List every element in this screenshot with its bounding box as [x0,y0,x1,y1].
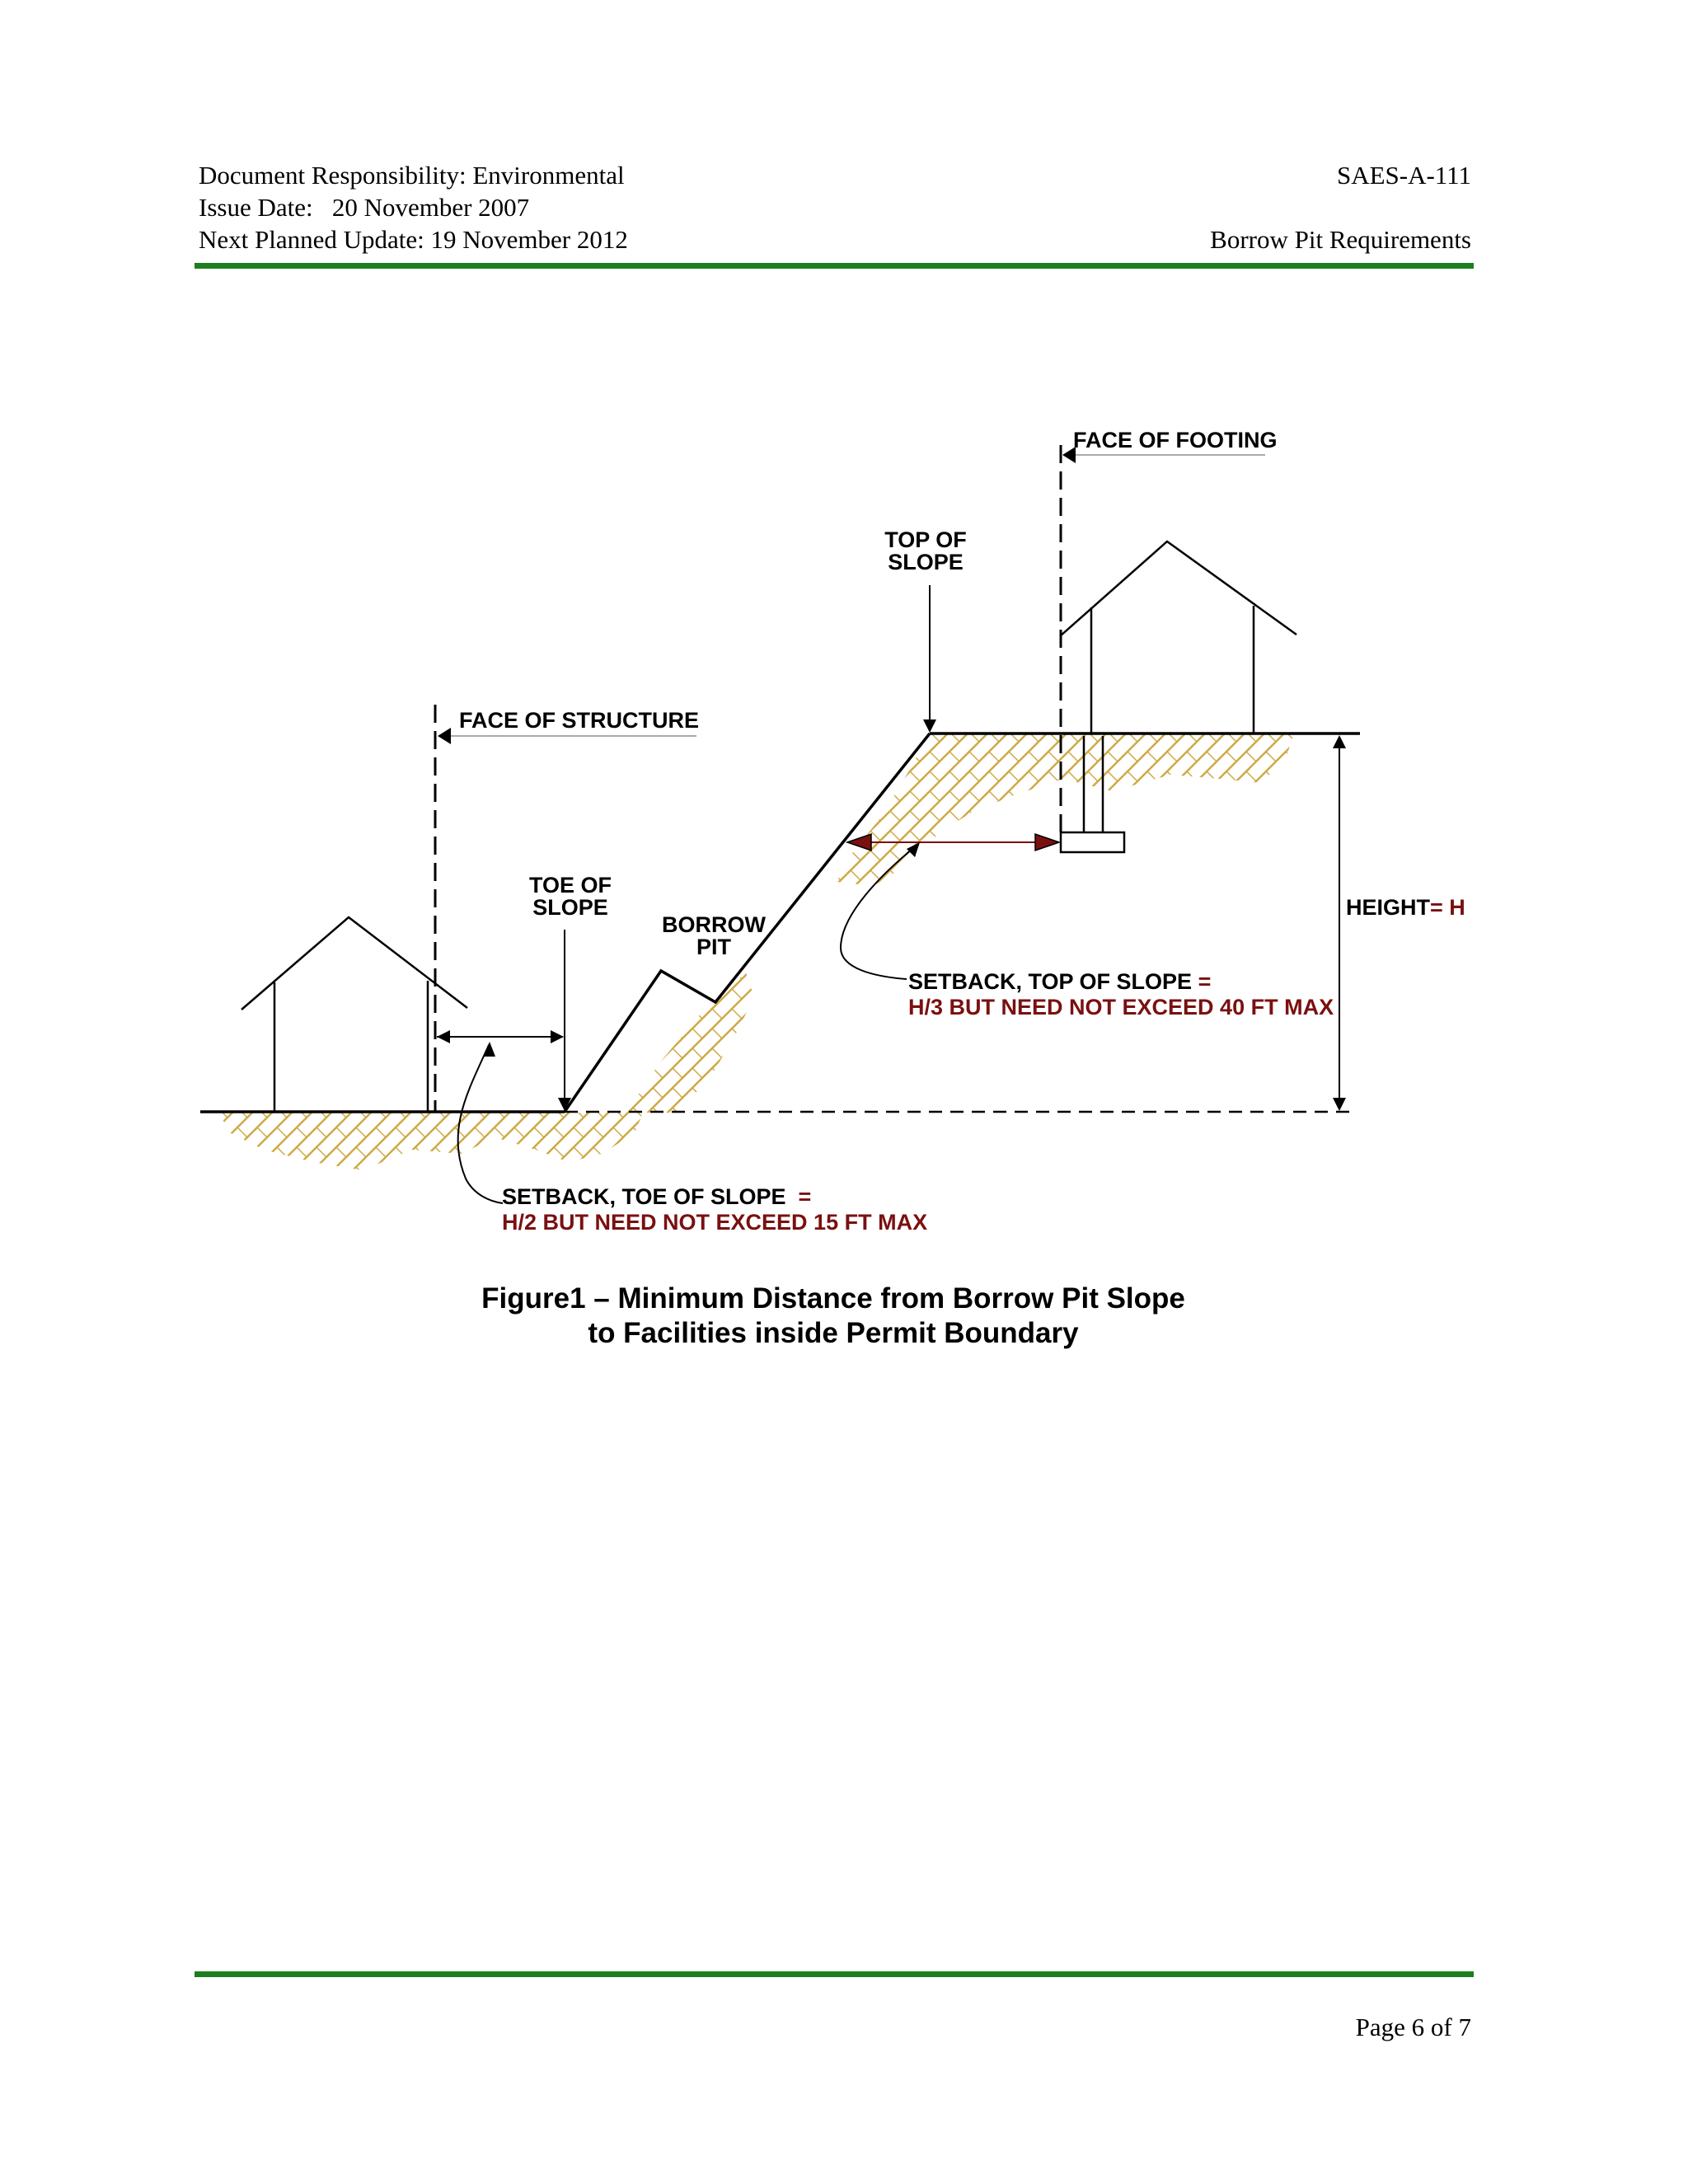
label-setback-toe-text: SETBACK, TOE OF SLOPE [502,1184,799,1209]
label-setback-toe-2: H/2 BUT NEED NOT EXCEED 15 FT MAX [502,1210,928,1235]
page-number: Page 6 of 7 [1355,2013,1471,2041]
label-top-of-slope-2: SLOPE [888,550,964,574]
label-borrow-pit-2: PIT [696,935,732,959]
setback-toe-arrow-left [437,1030,450,1043]
label-top-of-slope-1: TOP OF [884,527,967,552]
setback-top-arrow-right [1035,834,1059,851]
label-setback-top-eq: = [1198,969,1212,994]
doc-title: Borrow Pit Requirements [1210,225,1471,254]
footer-rule [195,1971,1474,1977]
house-right [1060,541,1296,852]
figure-caption-line1: Figure1 – Minimum Distance from Borrow Pit Slope [481,1282,1185,1315]
height-arrow-bottom [1333,1098,1346,1111]
setback-toe-arrow-right [551,1030,564,1043]
doc-number: SAES-A-111 [1336,161,1471,190]
issue-date: Issue Date: 20 November 2007 [199,193,530,222]
label-setback-top-1 [908,969,1211,994]
label-setback-toe-eq: = [798,1184,812,1209]
next-update: Next Planned Update: 19 November 2012 [199,225,628,254]
label-face-of-footing: FACE OF FOOTING [1073,428,1278,452]
label-face-of-structure: FACE OF STRUCTURE [459,708,700,733]
label-height [1346,895,1465,920]
label-toe-of-slope-1: TOE OF [528,873,612,898]
face-of-structure-arrow [438,728,451,744]
label-setback-top-text: SETBACK, TOP OF SLOPE [908,969,1198,994]
label-borrow-pit-1: BORROW [662,912,766,937]
label-height-text: HEIGHT [1346,895,1431,920]
label-setback-top-2: H/3 BUT NEED NOT EXCEED 40 FT MAX [908,995,1334,1019]
height-arrow-top [1333,735,1346,748]
house-left [241,917,467,1112]
label-setback-toe-1 [502,1184,811,1209]
label-toe-of-slope-2: SLOPE [532,895,608,920]
label-height-value: = H [1430,895,1465,920]
figure-caption-line2: to Facilities inside Permit Boundary [588,1317,1079,1349]
doc-responsibility: Document Responsibility: Environmental [199,161,625,190]
setback-toe-leader-arrow [483,1042,495,1057]
top-of-slope-arrowhead [923,719,936,733]
